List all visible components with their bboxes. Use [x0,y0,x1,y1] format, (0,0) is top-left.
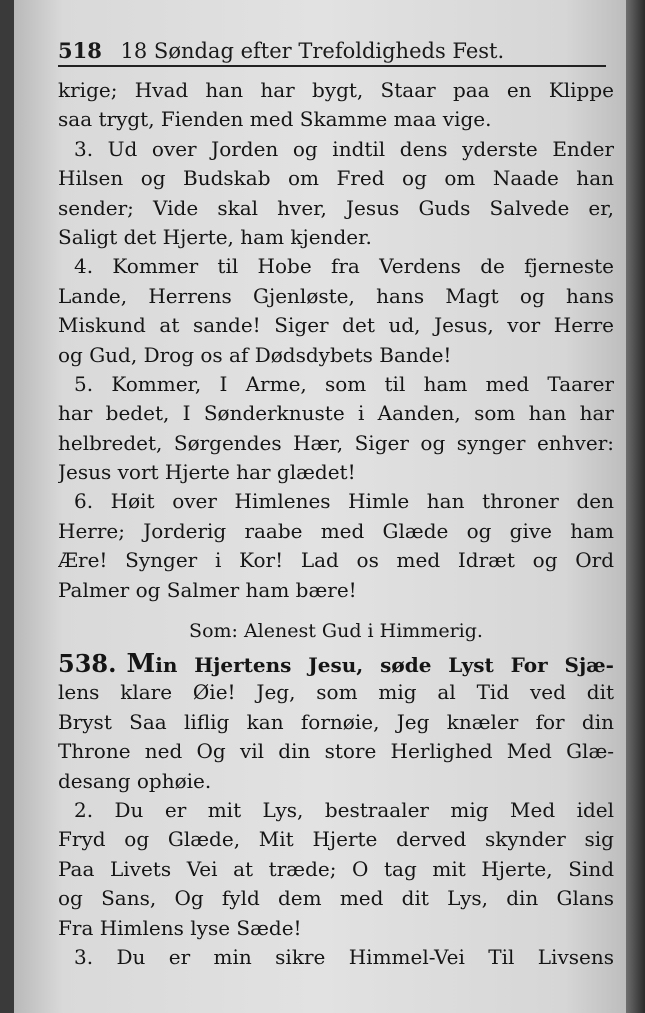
text-line: Ære! Synger i Kor! Lad os med Idræt og Ord [58,548,614,573]
text-line: Fra Himlens lyse Sæde! [58,915,302,940]
text-line: helbredet, Sørgendes Hær, Siger og synger enhver: [58,430,614,455]
text-line: Hilsen og Budskab om Fred og om Naade han [58,166,614,191]
book-page [14,0,626,1013]
text-line: Palmer og Salmer ham bære! [58,577,357,602]
page-number: 518 [58,38,102,63]
text-line: Lande, Herrens Gjenløste, hans Magt og hans [58,283,614,308]
text-line: Fryd og Glæde, Mit Hjerte derved skynder sig [58,827,614,852]
text-line: saa trygt, Fienden med Skamme maa vige. [58,107,492,132]
hymn-number: 538. [58,649,117,679]
text-line: Saligt det Hjerte, ham kjender. [58,224,372,249]
text-line: desang ophøie. [58,768,212,793]
text-line: 6. Høit over Himlenes Himle han throner den [74,489,614,514]
text-line: 2. Du er mit Lys, bestraaler mig Med idel [74,797,614,822]
text-line: Herre; Jorderig raabe med Glæde og give ham [58,518,614,543]
text-line: 3. Ud over Jorden og indtil dens yderste Ender [74,136,614,161]
text-line: sender; Vide skal hver, Jesus Guds Salvede er, [58,195,614,220]
text-line: 3. Du er min sikre Himmel-Vei Til Livsens [74,944,614,969]
text-line: 5. Kommer, I Arme, som til ham med Taarer [74,371,614,396]
hymn-first-line [58,649,614,678]
text-line: 4. Kommer til Hobe fra Verdens de fjerneste [74,254,614,279]
hymn-first-line-text: in Hjertens Jesu, søde Lyst For Sjæ- [155,653,614,678]
running-header [58,38,606,67]
text-line: har bedet, I Sønderknuste i Aanden, som han har [58,401,614,426]
text-line: og Gud, Drog os af Dødsdybets Bande! [58,342,452,367]
text-line: og Sans, Og fyld dem med dit Lys, din Glans [58,886,614,911]
text-line: Paa Livets Vei at træde; O tag mit Hjerte, Sind [58,856,614,881]
hymn-text [58,76,614,972]
page-edge-shadow [626,0,645,1013]
running-title: 18 Søndag efter Trefoldigheds Fest. [120,39,505,63]
text-line: krige; Hvad han har bygt, Staar paa en Klippe [58,78,614,102]
melody-line: Som: Alenest Gud i Himmerig. [189,620,483,643]
text-line: Miskund at sande! Siger det ud, Jesus, vor Herre [58,313,614,338]
hymn-initial: M [126,649,156,679]
text-line: Bryst Saa liflig kan fornøie, Jeg knæler for din [58,709,614,734]
text-line: Jesus vort Hjerte har glædet! [58,460,356,485]
text-line: lens klare Øie! Jeg, som mig al Tid ved dit [58,680,614,705]
text-line: Throne ned Og vil din store Herlighed Med Glæ- [58,739,614,764]
